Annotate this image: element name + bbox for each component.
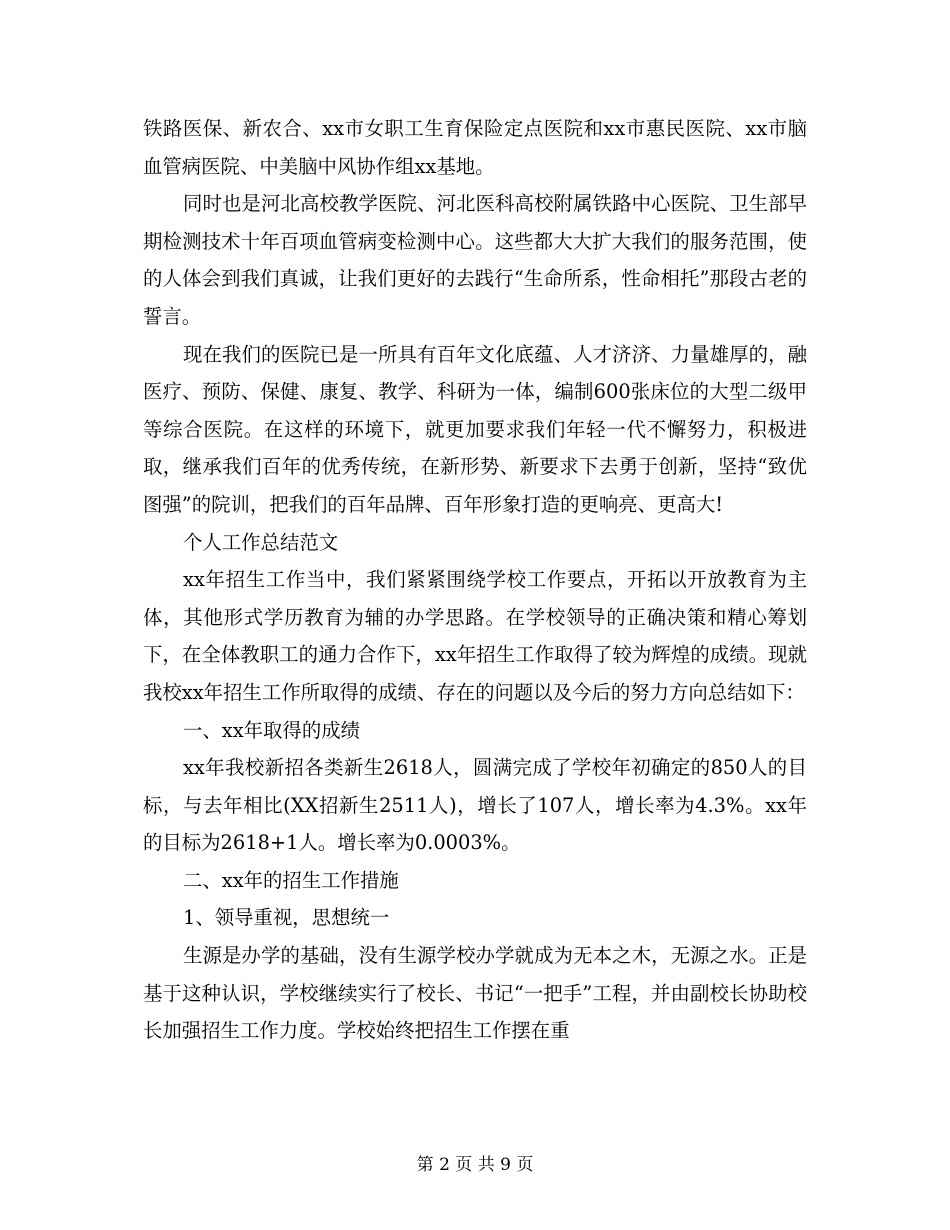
subheading-leadership: 1、领导重视，思想统一 [183,906,390,930]
page-number-footer: 第 2 页 共 9 页 [416,1155,534,1175]
paragraph-hospital-overview: 现在我们的医院已是一所具有百年文化底蕴、人才济济、力量雄厚的，融医疗、预防、保健、康复、教学、科研为一体，编制600张床位的大型二级甲等综合医院。在这样的环境下，就更加要求我们年轻一代不懈努力，积极进取，继承我们百年的优秀传统，在新形势、新要求下去勇于创新，坚持“致优图强”的院训，把我们的百年品牌、百年形象打造的更响亮、更高大! [143,342,807,516]
paragraph-leadership: 生源是办学的基础，没有生源学校办学就成为无本之木，无源之水。正是基于这种认识，学校继续实行了校长、书记“一把手”工程，并由副校长协助校长加强招生工作力度。学校始终把招生工作摆在重 [143,944,807,1043]
paragraph-teaching-hospital: 同时也是河北高校教学医院、河北医科高校附属铁路中心医院、卫生部早期检测技术十年百项血管病变检测中心。这些都大大扩大我们的服务范围，使的人体会到我们真诚，让我们更好的去践行“生命所系，性命相托”那段古老的誓言。 [143,192,807,328]
document-body [143,110,807,1050]
paragraph-hospital-insurance: 铁路医保、新农合、xx市女职工生育保险定点医院和xx市惠民医院、xx市脑血管病医院、中美脑中风协作组xx基地。 [143,117,807,178]
section-title-personal-summary: 个人工作总结范文 [183,530,339,554]
heading-enrollment-measures: 二、xx年的招生工作措施 [183,868,399,892]
paragraph-enrollment-figures: xx年我校新招各类新生2618人，圆满完成了学校年初确定的850人的目标，与去年相比(XX招新生2511人)，增长了107人，增长率为4.3%。xx年的目标为2618+1人。增长率为0.0003%。 [143,756,807,855]
paragraph-enrollment-intro: xx年招生工作当中，我们紧紧围绕学校工作要点，开拓以开放教育为主体，其他形式学历教育为辅的办学思路。在学校领导的正确决策和精心筹划下，在全体教职工的通力合作下，xx年招生工作取得了较为辉煌的成绩。现就我校xx年招生工作所取得的成绩、存在的问题以及今后的努力方向总结如下： [143,568,807,704]
heading-achievements: 一、xx年取得的成绩 [183,718,360,742]
